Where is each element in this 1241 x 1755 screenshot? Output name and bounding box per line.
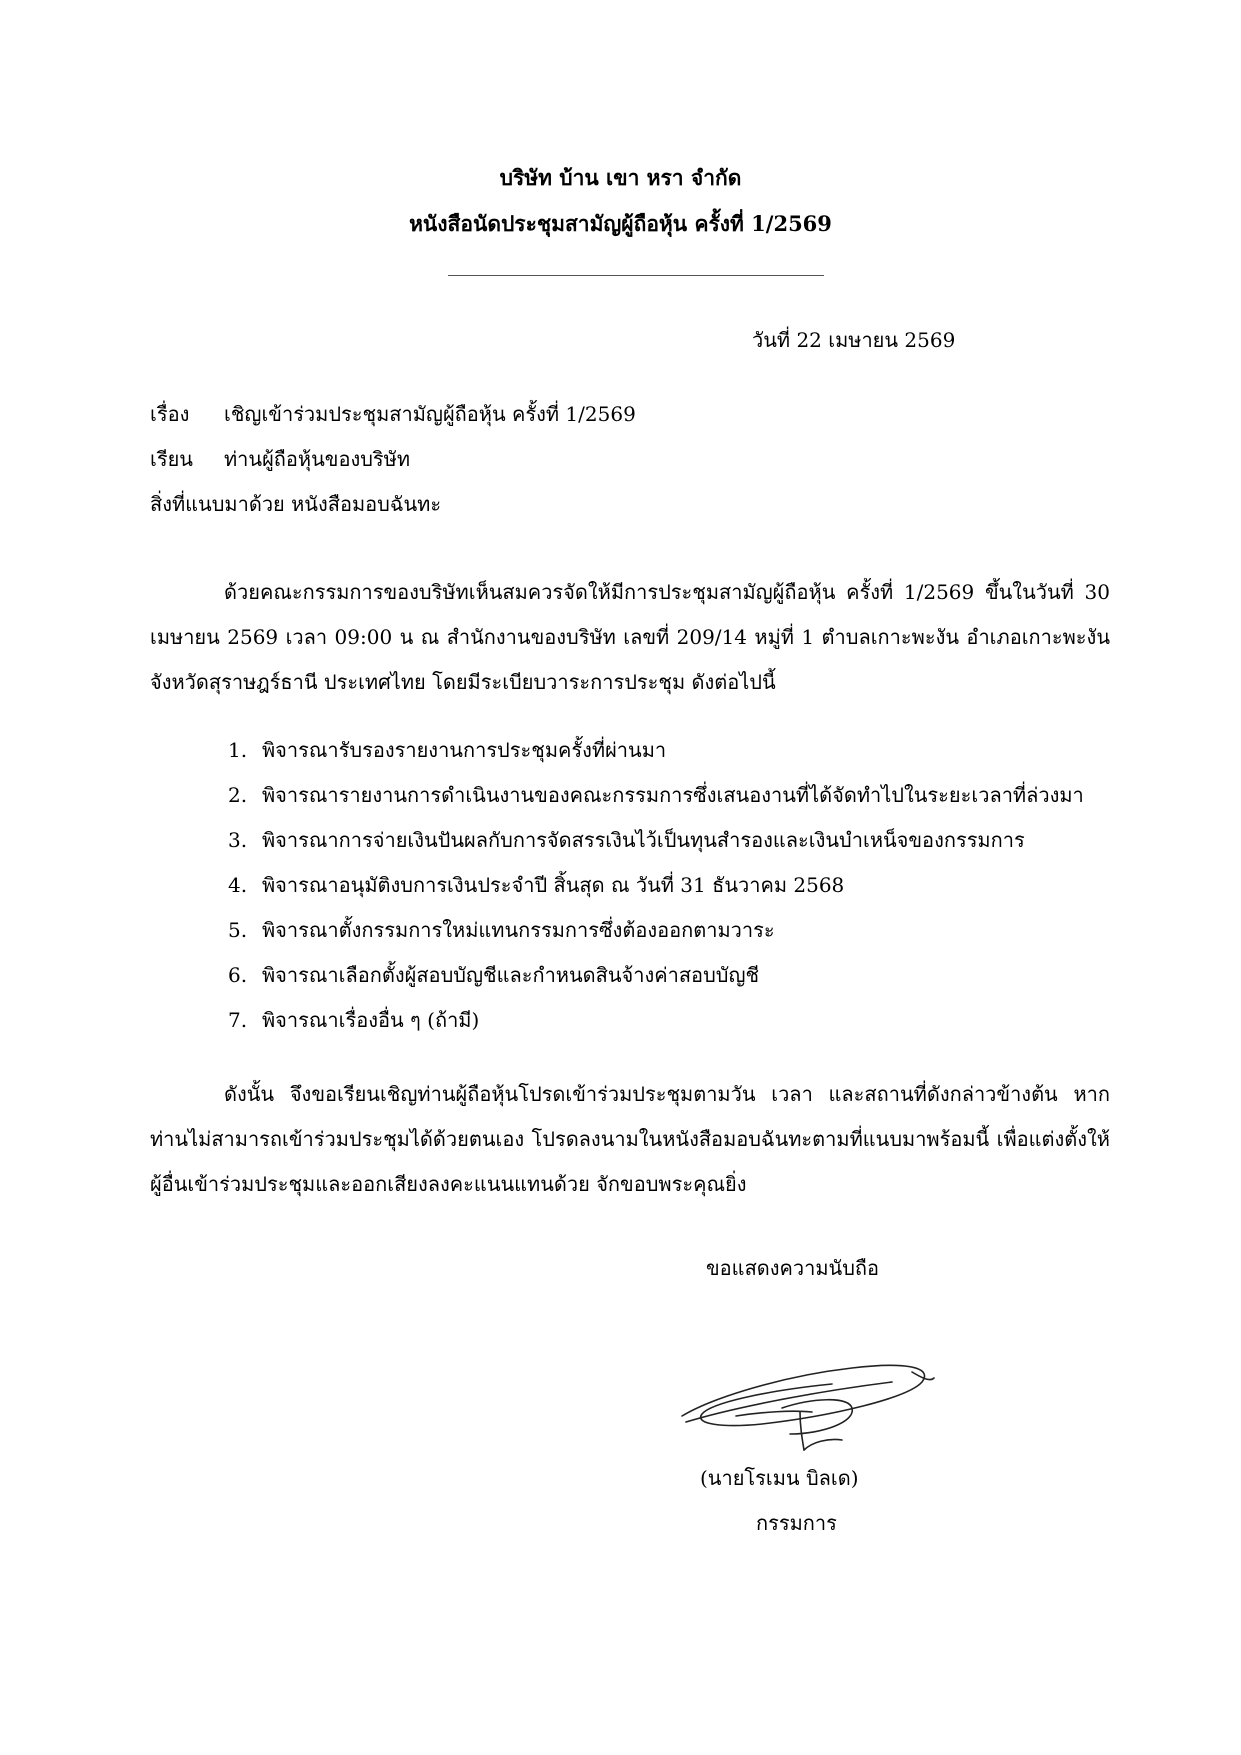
agenda-item: [228, 773, 1084, 818]
signer-title: กรรมการ: [756, 1511, 837, 1535]
enclosure-row: [150, 488, 441, 520]
agenda-text: พิจารณารายงานการดำเนินงานของคณะกรรมการซึ่งเสนองานที่ได้จัดทำไปในระยะเวลาที่ล่วงมา: [262, 783, 1084, 807]
subject-text: เชิญเข้าร่วมประชุมสามัญผู้ถือหุ้น ครั้งที่ 1/2569: [224, 402, 636, 426]
agenda-text: พิจารณาตั้งกรรมการใหม่แทนกรรมการซึ่งต้องออกตามวาระ: [262, 918, 775, 942]
intro-paragraph: ด้วยคณะกรรมการของบริษัทเห็นสมควรจัดให้มีการประชุมสามัญผู้ถือหุ้น ครั้งที่ 1/2569 ขึ้นในวันที่ 30 เมษายน 2569 เวลา 09:00 น ณ สำนักงานของบริษัท เลขที่ 209/14 หมู่ที่ 1 ตำบลเกาะพะงัน อำเภอเกาะพะงัน จังหวัดสุราษฎร์ธานี ประเทศไทย โดยมีระเบียบวาระการประชุม ดังต่อไปนี้: [150, 580, 1110, 694]
sign-off: ขอแสดงความนับถือ: [706, 1256, 880, 1280]
agenda-item: [228, 953, 1084, 998]
agenda-list: [228, 728, 1084, 1043]
agenda-number: 5.: [228, 918, 248, 942]
document-date: วันที่ 22 เมษายน 2569: [752, 328, 956, 352]
agenda-number: 1.: [228, 738, 248, 762]
agenda-text: พิจารณาเลือกตั้งผู้สอบบัญชีและกำหนดสินจ้างค่าสอบบัญชี: [262, 963, 760, 987]
agenda-number: 3.: [228, 828, 248, 852]
agenda-item: [228, 728, 1084, 773]
agenda-number: 4.: [228, 873, 248, 897]
signer-name: (นายโรเมน บิลเด): [700, 1466, 859, 1490]
agenda-item: [228, 998, 1084, 1043]
recipient-row: [150, 443, 410, 475]
enclosure-text: สิ่งที่แนบมาด้วย หนังสือมอบฉันทะ: [150, 492, 442, 516]
agenda-text: พิจารณาการจ่ายเงินปันผลกับการจัดสรรเงินไว้เป็นทุนสำรองและเงินบำเหน็จของกรรมการ: [262, 828, 1025, 852]
document-title: หนังสือนัดประชุมสามัญผู้ถือหุ้น ครั้งที่ 1/2569: [409, 211, 832, 236]
title-divider: [448, 275, 824, 276]
subject-label: เรื่อง: [150, 402, 190, 426]
agenda-number: 6.: [228, 963, 248, 987]
agenda-item: [228, 908, 1084, 953]
handwritten-signature: [672, 1338, 952, 1458]
company-name: บริษัท บ้าน เขา หรา จำกัด: [499, 165, 742, 190]
agenda-text: พิจารณาอนุมัติงบการเงินประจำปี สิ้นสุด ณ วันที่ 31 ธันวาคม 2568: [262, 873, 845, 897]
recipient-text: ท่านผู้ถือหุ้นของบริษัท: [224, 447, 411, 471]
closing-paragraph: ดังนั้น จึงขอเรียนเชิญท่านผู้ถือหุ้นโปรดเข้าร่วมประชุมตามวัน เวลา และสถานที่ดังกล่าวข้างต้น หากท่านไม่สามารถเข้าร่วมประชุมได้ด้วยตนเอง โปรดลงนามในหนังสือมอบฉันทะตามที่แนบมาพร้อมนี้ เพื่อแต่งตั้งให้ผู้อื่นเข้าร่วมประชุมและออกเสียงลงคะแนนแทนด้วย จักขอบพระคุณยิ่ง: [150, 1082, 1110, 1196]
agenda-item: [228, 863, 1084, 908]
agenda-text: พิจารณารับรองรายงานการประชุมครั้งที่ผ่านมา: [262, 738, 667, 762]
recipient-label: เรียน: [150, 447, 193, 471]
subject-row: [150, 398, 636, 430]
agenda-number: 7.: [228, 1008, 248, 1032]
agenda-number: 2.: [228, 783, 248, 807]
agenda-text: พิจารณาเรื่องอื่น ๆ (ถ้ามี): [262, 1008, 480, 1032]
agenda-item: [228, 818, 1084, 863]
